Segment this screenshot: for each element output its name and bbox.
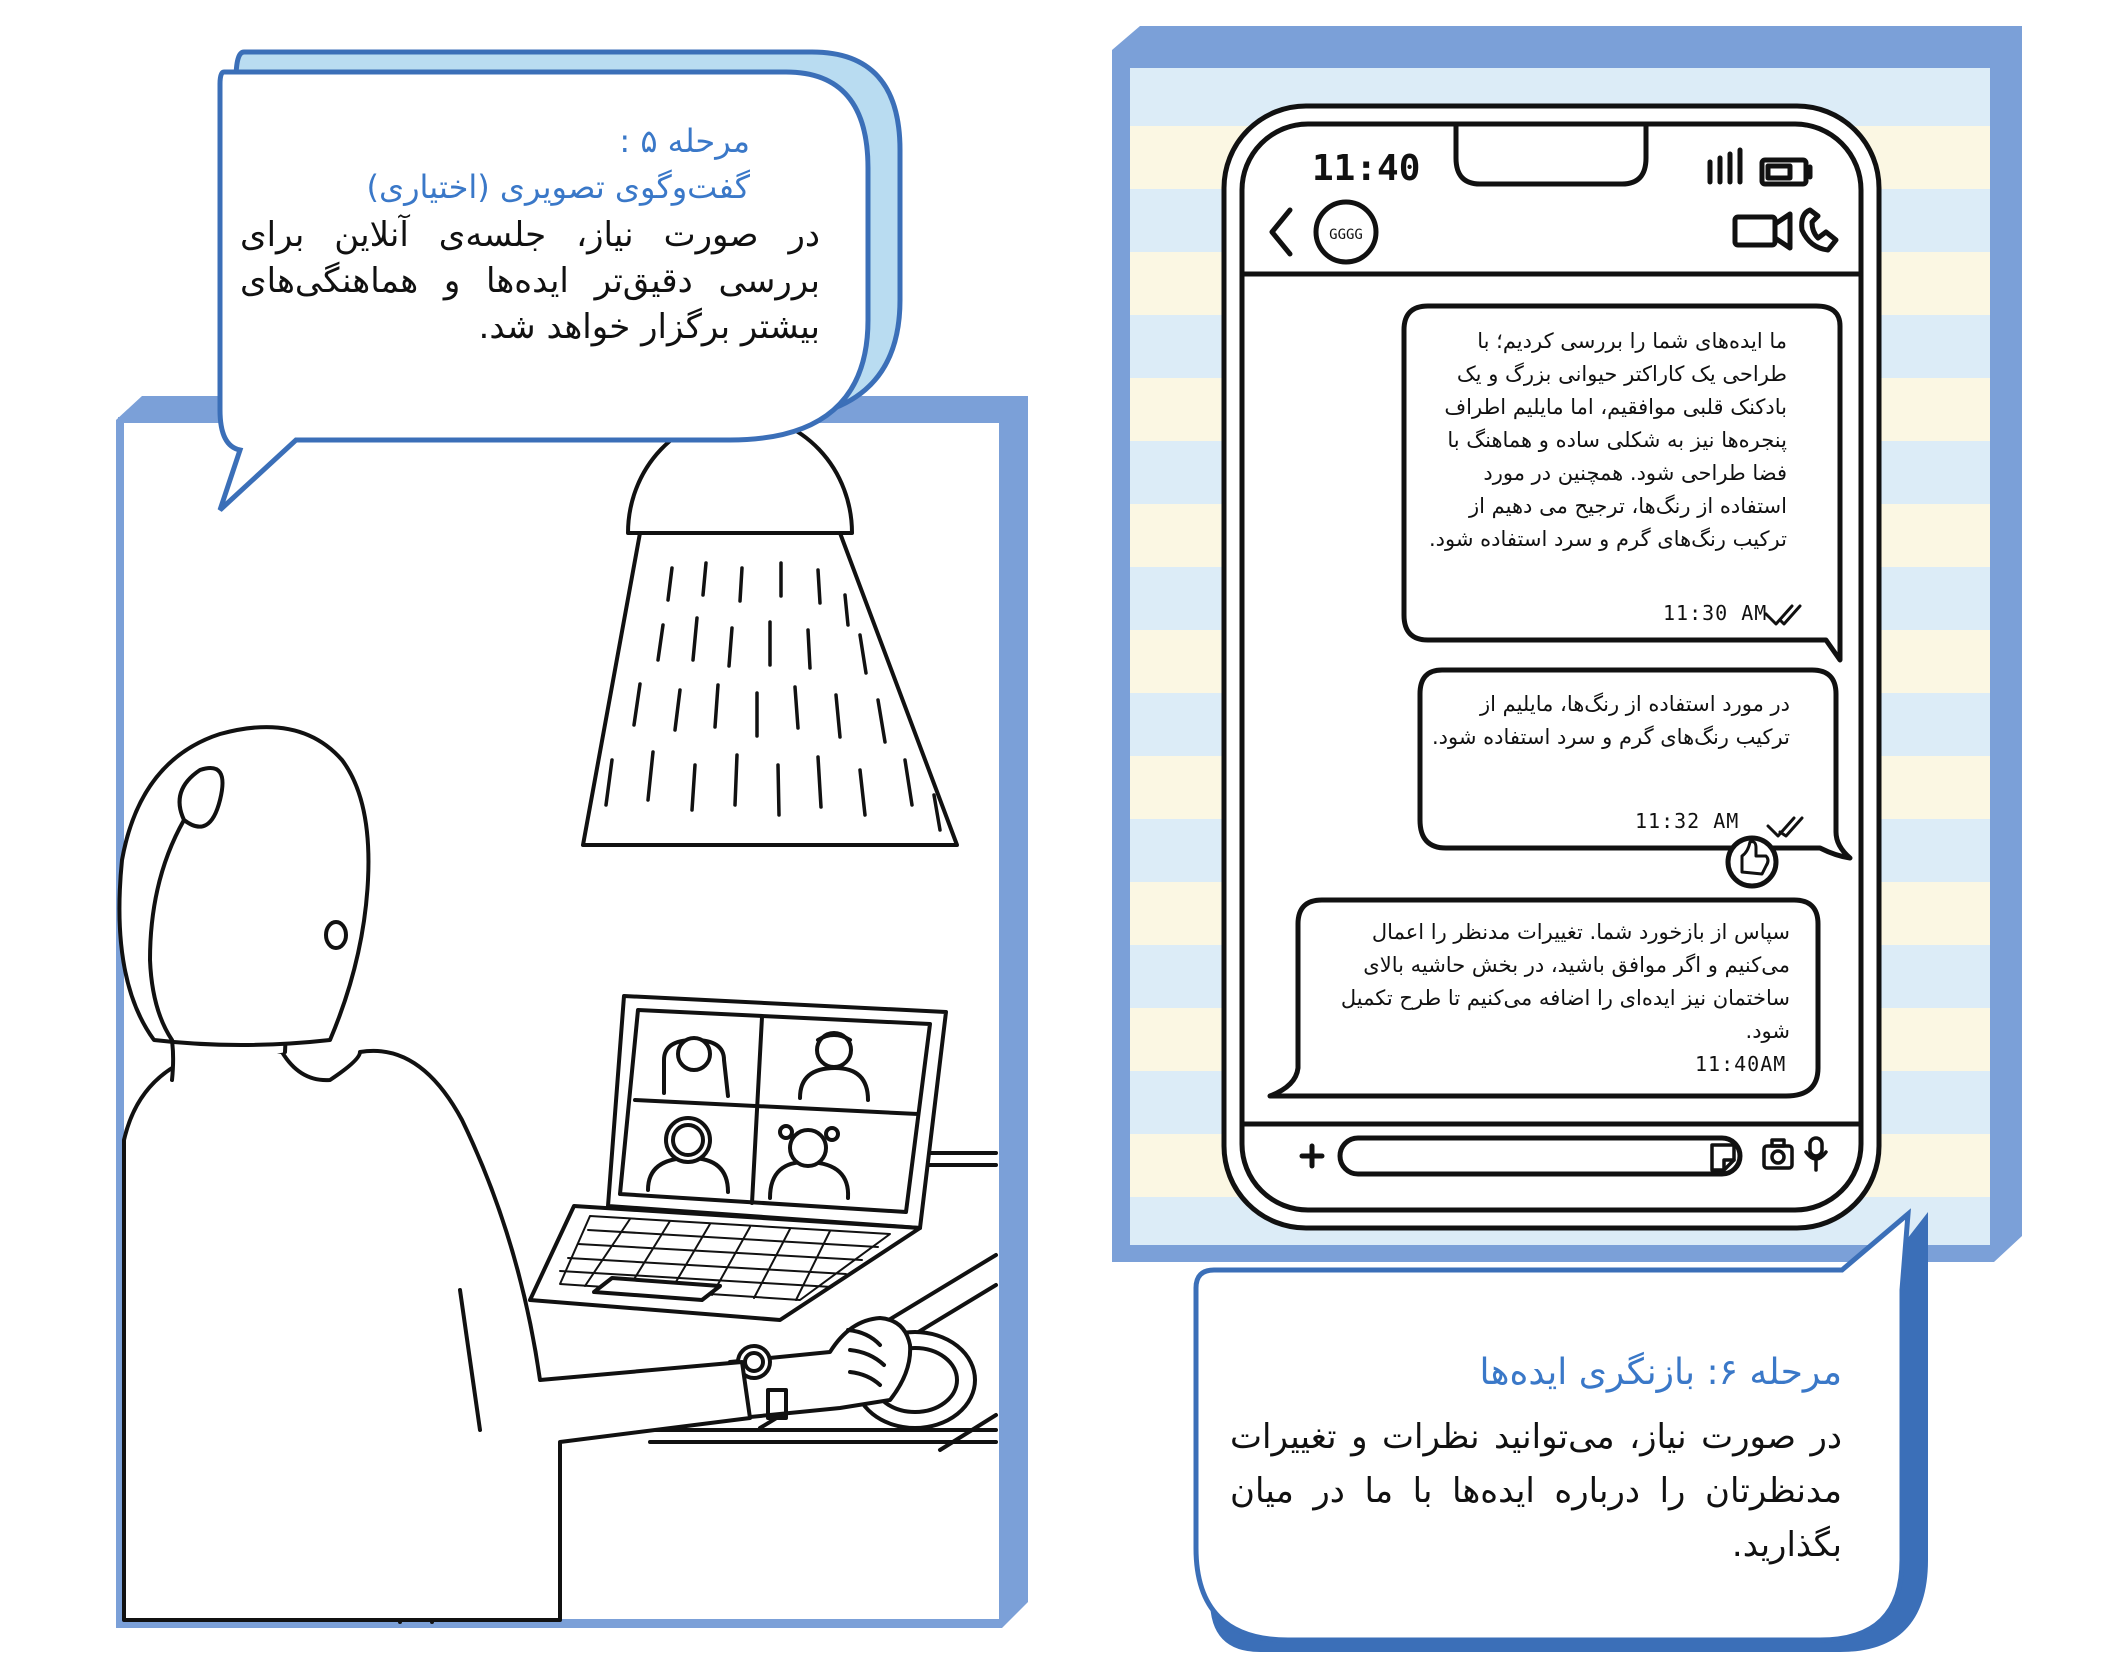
message-2-text: در مورد استفاده از رنگ‌ها، مایلیم از ترکیب رنگ‌های گرم و سرد استفاده شود.: [1431, 692, 1790, 749]
message-1-timestamp: 11:30 AM: [1663, 601, 1768, 625]
step5-title-line2: گفت‌وگوی تصویری (اختیاری): [366, 168, 750, 206]
message-1-text: ما ایده‌های شما را بررسی کردیم؛ با طراحی یک کاراکتر حیوانی بزرگ و یک بادکنک قلبی موافقیم، اما مایلیم اطراف پنجره‌ها نیز به شکلی ساده و هماهنگ با فضا طراحی شود. همچنین در مورد استفاده از رنگ‌ها، ترجیح می دهیم از ترکیب رنگ‌های گرم و سرد استفاده شود.: [1428, 329, 1787, 551]
step6-title: مرحله ۶: بازنگری ایده‌ها: [1479, 1352, 1842, 1393]
message-3-text: سپاس از بازخورد شما. تغییرات مدنظر را اعمال می‌کنیم و اگر موافق باشید، در بخش حاشیه بالای ساختمان نیز ایده‌ای را اضافه می‌کنیم تا طرح تکمیل شود.: [1340, 920, 1790, 1043]
message-2-timestamp: 11:32 AM: [1635, 809, 1740, 833]
avatar[interactable]: [1316, 202, 1376, 262]
step5-title: [300, 118, 750, 210]
svg-text:GGGG: GGGG: [1329, 227, 1363, 243]
step5-body: در صورت نیاز، جلسه‌ی آنلاین برای بررسی دقیق‌تر ایده‌ها و هماهنگی‌های بیشتر برگزار خواهد شد.: [240, 215, 820, 347]
video-call-illustration-panel: [116, 396, 1028, 1628]
status-time: 11:40: [1312, 148, 1421, 189]
message-3-timestamp: 11:40AM: [1695, 1052, 1787, 1076]
step6-body: در صورت نیاز، می‌توانید نظرات و تغییرات مدنظرتان را درباره ایده‌ها با ما در میان بگذارید.: [1230, 1417, 1842, 1565]
step5-title-line1: مرحله ۵ :: [619, 122, 750, 160]
